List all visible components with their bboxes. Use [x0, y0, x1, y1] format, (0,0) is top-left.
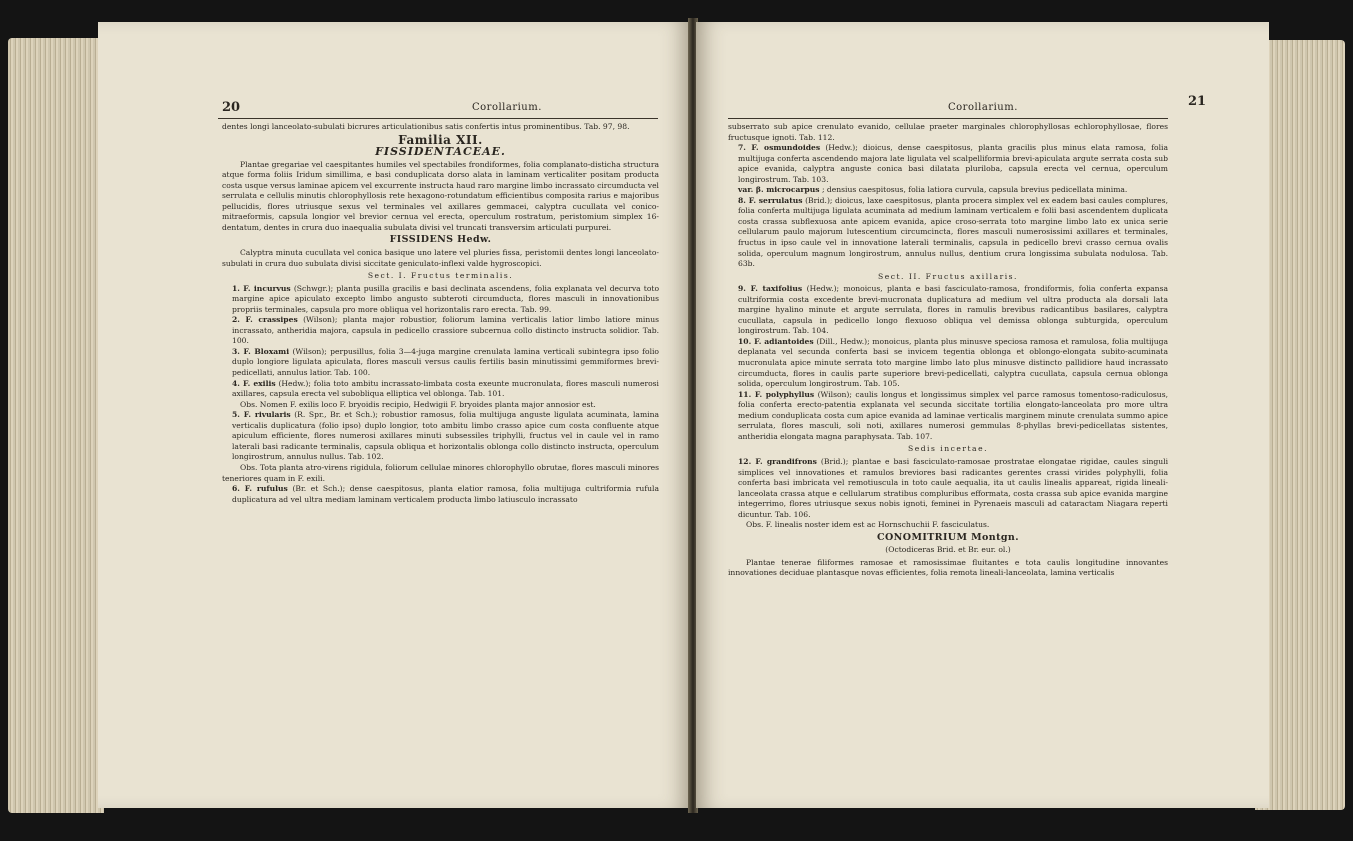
species-entry: [222, 400, 659, 411]
species-entry: [222, 410, 659, 463]
species-name: 1. F. incurvus: [232, 283, 291, 293]
species-text: (Wilson); caulis longus et longissimus simplex vel parce ramosus tomentoso-radiculosus, folia conferta erecto-patentia explanata vel secunda siccitate tortilia elongato-lanceolata pro more ultra medium conduplicata costa cum apice evanida ad laminae verticalis marginem minute crenulata summo apice serrulata, flores masculi, soli noti, axillares numerosi gemmulas 8-phyllas brevi-pedicellatas sistentes, antheridia elongata magna paraphysata. Tab. 107.: [738, 389, 1169, 441]
species-text: (Hedw.); dioicus, dense caespitosus, planta gracilis plus minus elata ramosa, folia multijuga conferta ascendendo majora late ligulata vel scalpelliformia brevi-apiculata argute serrata costa sub apice evanida, calyptra anguste conica basi dilatata pluriloba, capsula erecta vel cernua, operculum longirostrum. Tab. 103.: [738, 143, 1168, 184]
species-name: 6. F. rufulus: [232, 484, 288, 494]
right-species-list-a: [728, 143, 1168, 270]
species-name: 10. F. adiantoides: [738, 336, 814, 346]
right-species-list-b: [728, 284, 1168, 442]
genus-description-fissidens: Calyptra minuta cucullata vel conica basique uno latere vel pluries fissa, peristomii dentes longi lanceolato-subulati in crura duo subulata divisi siccitate geniculato-inflexi valde hygroscopici.: [222, 248, 659, 268]
species-text: (Brid.); dioicus, laxe caespitosus, planta procera simplex vel ex eadem basi caules complures, folia conferta multijuga ligulata acuminata ad medium laminam verticalem e folii basi ascendentem duplicata costa crassa subflexuosa ante apicem evanida, apice croso-serrata toto margine limbo lato ex unica serie cellularum paulo majorum lutescentium circumcincta, flores masculi numerosissimi axillares et terminales, fructus in ipso caule vel in innovatione laterali terminalis, capsula in pedicello brevi crasso cernua ovalis solida, operculum magnum longirostrum, annulus nullus, dentium crura longissima subulata nodulosa. Tab. 63b.: [738, 195, 1168, 269]
species-entry: [222, 347, 659, 379]
species-text: ; densius caespitosus, folia latiora curvula, capsula brevius pedicellata minima.: [821, 185, 1128, 195]
species-text: (Hedw.); folia toto ambitu incrassato-limbata costa exeunte mucronulata, flores masculi numerosi axillares, capsula erecta vel subobliqua elliptica vel oblonga. Tab. 101.: [232, 378, 659, 399]
species-entry: [222, 484, 659, 505]
species-entry: [728, 196, 1168, 270]
right-species-list-c: [728, 457, 1168, 531]
species-entry: [728, 185, 1168, 196]
section-title-terminalis: Sect. I. Fructus terminalis.: [367, 271, 514, 281]
species-name: 8. F. serrulatus: [738, 195, 803, 205]
species-text: (Dill., Hedw.); monoicus, planta plus minusve speciosa ramosa et ramulosa, folia multijuga deplanata vel secunda conferta basi se invicem tegentia oblonga et oblongo-elongata subito-acuminata mucronulata apice minute serrata toto margine limbo lato plus minusve distincto pallidiore haud incrassato circumducta, flores in caulis parte superiore brevi-pedicellati, calyptra cucullata, capsula cernua oblonga solida, operculum longirostrum. Tab. 105.: [738, 336, 1169, 389]
species-text: (Br. et Sch.); dense caespitosus, planta elatior ramosa, folia multijuga cultriformia rufula duplicatura ad vel ultra mediam laminam verticalem producta limbo latiusculo incrassato: [232, 484, 659, 504]
genus-title-fissidens: FISSIDENS Hedw.: [389, 234, 492, 246]
left-page-number: 20: [222, 100, 241, 115]
species-name: 2. F. crassipes: [232, 315, 298, 325]
species-text: Obs. F. linealis noster idem est ac Hornschuchii F. fasciculatus.: [746, 520, 990, 530]
species-entry: [222, 379, 659, 400]
species-entry: [728, 143, 1168, 185]
species-name: 12. F. grandifrons: [738, 456, 817, 466]
species-entry: [222, 284, 659, 316]
family-title: Familia XII.: [398, 132, 483, 147]
species-text: (Hedw.); monoicus, planta e basi fasciculato-ramosa, frondiformis, folia conferta expansa cultriformia costa excedente brevi-mucronata duplicatura ad medium vel ultra producta ala dorsali lata margine hyalino minute et argute serrulata, flores in ramulis brevibus radicantibus basilares, calyptra cucullata, capsula in pedicello longo flexuoso obliqua vel demissa oblonga subturgida, operculum longirostrum. Tab. 104.: [738, 284, 1168, 336]
genus-title-conomitrium: CONOMITRIUM Montgn.: [877, 531, 1019, 543]
species-text: Obs. Tota planta atro-virens rigidula, foliorum cellulae minores chlorophyllo obrutae, flores masculi minores teneriores quam in F. exili.: [222, 462, 659, 483]
species-name: 5. F. rivularis: [232, 410, 291, 420]
genus-description-conomitrium: Plantae tenerae filiformes ramosae et ramosissimae fluitantes e tota caulis longitudine innovantes innovationes deciduae plantasque novas efficientes, folia remota lineali-lanceolata, lamina verticalis: [728, 557, 1168, 578]
species-name: 3. F. Bloxami: [232, 346, 290, 356]
right-continuation: subserrato sub apice crenulato evanido, cellulae praeter marginales chlorophyllosas echlorophyllosae, flores fructusque ignoti. Tab. 112.: [728, 122, 1168, 142]
species-text: (Wilson); perpusillus, folia 3—4-juga margine crenulata lamina verticali subintegra ipso folio duplo longiore ligulata apiculata, flores masculi versus caulis fertilis basin minutissimi gemmiformes brevi-pedicellati, annulus latior. Tab. 100.: [232, 346, 659, 378]
species-text: (Schwgr.); planta pusilla gracilis e basi declinata ascendens, folia explanata vel decurva toto margine apice apiculato excepto limbo angusto subteroti circumducta, flores masculi in innovationibus propriis terminales, capsula pro more obliqua vel horizontalis raro erecta. Tab. 99.: [232, 283, 660, 314]
species-name: 7. F. osmundoides: [738, 143, 821, 153]
family-description: Plantae gregariae vel caespitantes humiles vel spectabiles frondiformes, folia complanato-disticha structura atque forma foliis Iridum simillima, e basi conduplicata dorso alata in laminam verticaliter positam producta costa usque versus laminae apicem vel excurrente instructa haud raro margine limbo incrassato circumducta vel serrulata e cellulis minutis chlorophyllosis rete hexagono-rotundatum efficientibus composita rarius e majoribus pellucidis, flores utriusque sexus vel terminales vel axillares gemmacei, calyptra cucullata vel conico-mitraeformis, capsula longior vel brevior cernua vel erecta, operculum rostratum, peristomium simplex 16-dentatum, dentes in crura duo inaequalia subulata divisi vel truncati transversim articulati purpurei.: [222, 159, 659, 232]
left-page: [98, 22, 690, 808]
left-header-rule: [218, 118, 658, 119]
species-entry: [222, 463, 659, 484]
species-name: var. β. microcarpus: [738, 185, 820, 195]
species-text: (Brid.); plantae e basi fasciculato-ramosae prostratae elongatae rigidae, caules singuli simplices vel innovationes et ramulos breviores basi radicantes gerentes crassi virides polyphylli, folia conferta basi imbricata vel remotiuscula in toto caule aequalia, ita ut caulis linealis appareat, rigida lineali-lanceolata crassa atque e cellularum stratibus compluribus efformata, costa crassa sub apice evanida margine integerrimo, flores utriusque sexus nobis ignoti, feminei in Pyrenaeis masculi ad cataractam Niagara reperti dicuntur. Tab. 106.: [738, 456, 1168, 519]
family-name: FISSIDENTACEAE.: [375, 145, 506, 159]
species-entry: [728, 337, 1168, 390]
right-running-title: Corollarium.: [948, 102, 1018, 113]
species-entry: [728, 284, 1168, 337]
sedis-incertae-title: Sedis incertae.: [908, 444, 988, 454]
species-text: (R. Spr., Br. et Sch.); robustior ramosus, folia multijuga anguste ligulata acuminata, lamina verticalis duplicatura (folio ipso) duplo longior, toto ambitu limbo crasso apice cum costa confluente atque apiculum efficiente, flores numerosi axillares minuti subsessiles triphylli, fructus vel in caule vel in ramo laterali basi radicante terminalis, capsula obliqua et horizontalis oblonga collo distincto instructa, operculum longirostrum, annulus nullus. Tab. 102.: [232, 410, 659, 462]
species-entry: [728, 457, 1168, 520]
species-entry: [222, 315, 659, 347]
species-name: 11. F. polyphyllus: [738, 389, 815, 399]
species-text: Obs. Nomen F. exilis loco F. bryoidis recipio, Hedwigii F. bryoides planta major annosior est.: [240, 399, 596, 409]
left-page-edges: [8, 38, 104, 813]
genus-sub-conomitrium: (Octodiceras Brid. et Br. eur. ol.): [885, 545, 1011, 555]
species-name: 9. F. taxifolius: [738, 284, 803, 294]
left-running-title: Corollarium.: [472, 102, 542, 113]
right-page-number: 21: [1188, 94, 1207, 109]
species-entry: [728, 520, 1168, 531]
right-header-rule: [728, 118, 1168, 119]
section-title-axillaris: Sect. II. Fructus axillaris.: [878, 271, 1018, 281]
left-intro: dentes longi lanceolato-subulati bicrures articulationibus satis confertis intus prominentibus. Tab. 97, 98.: [222, 122, 630, 131]
species-name: 4. F. exilis: [232, 378, 276, 388]
right-column: [728, 122, 1168, 579]
left-column: [222, 122, 659, 505]
left-species-list: [222, 284, 659, 505]
right-page: [696, 22, 1269, 808]
species-entry: [728, 390, 1168, 443]
species-text: (Wilson); planta major robustior, foliorum lamina verticalis latior limbo latiore minus incrassato, antheridia majora, capsula in pedicello crassiore subcernua collo distincto instructa solidior. Tab. 100.: [232, 315, 659, 346]
